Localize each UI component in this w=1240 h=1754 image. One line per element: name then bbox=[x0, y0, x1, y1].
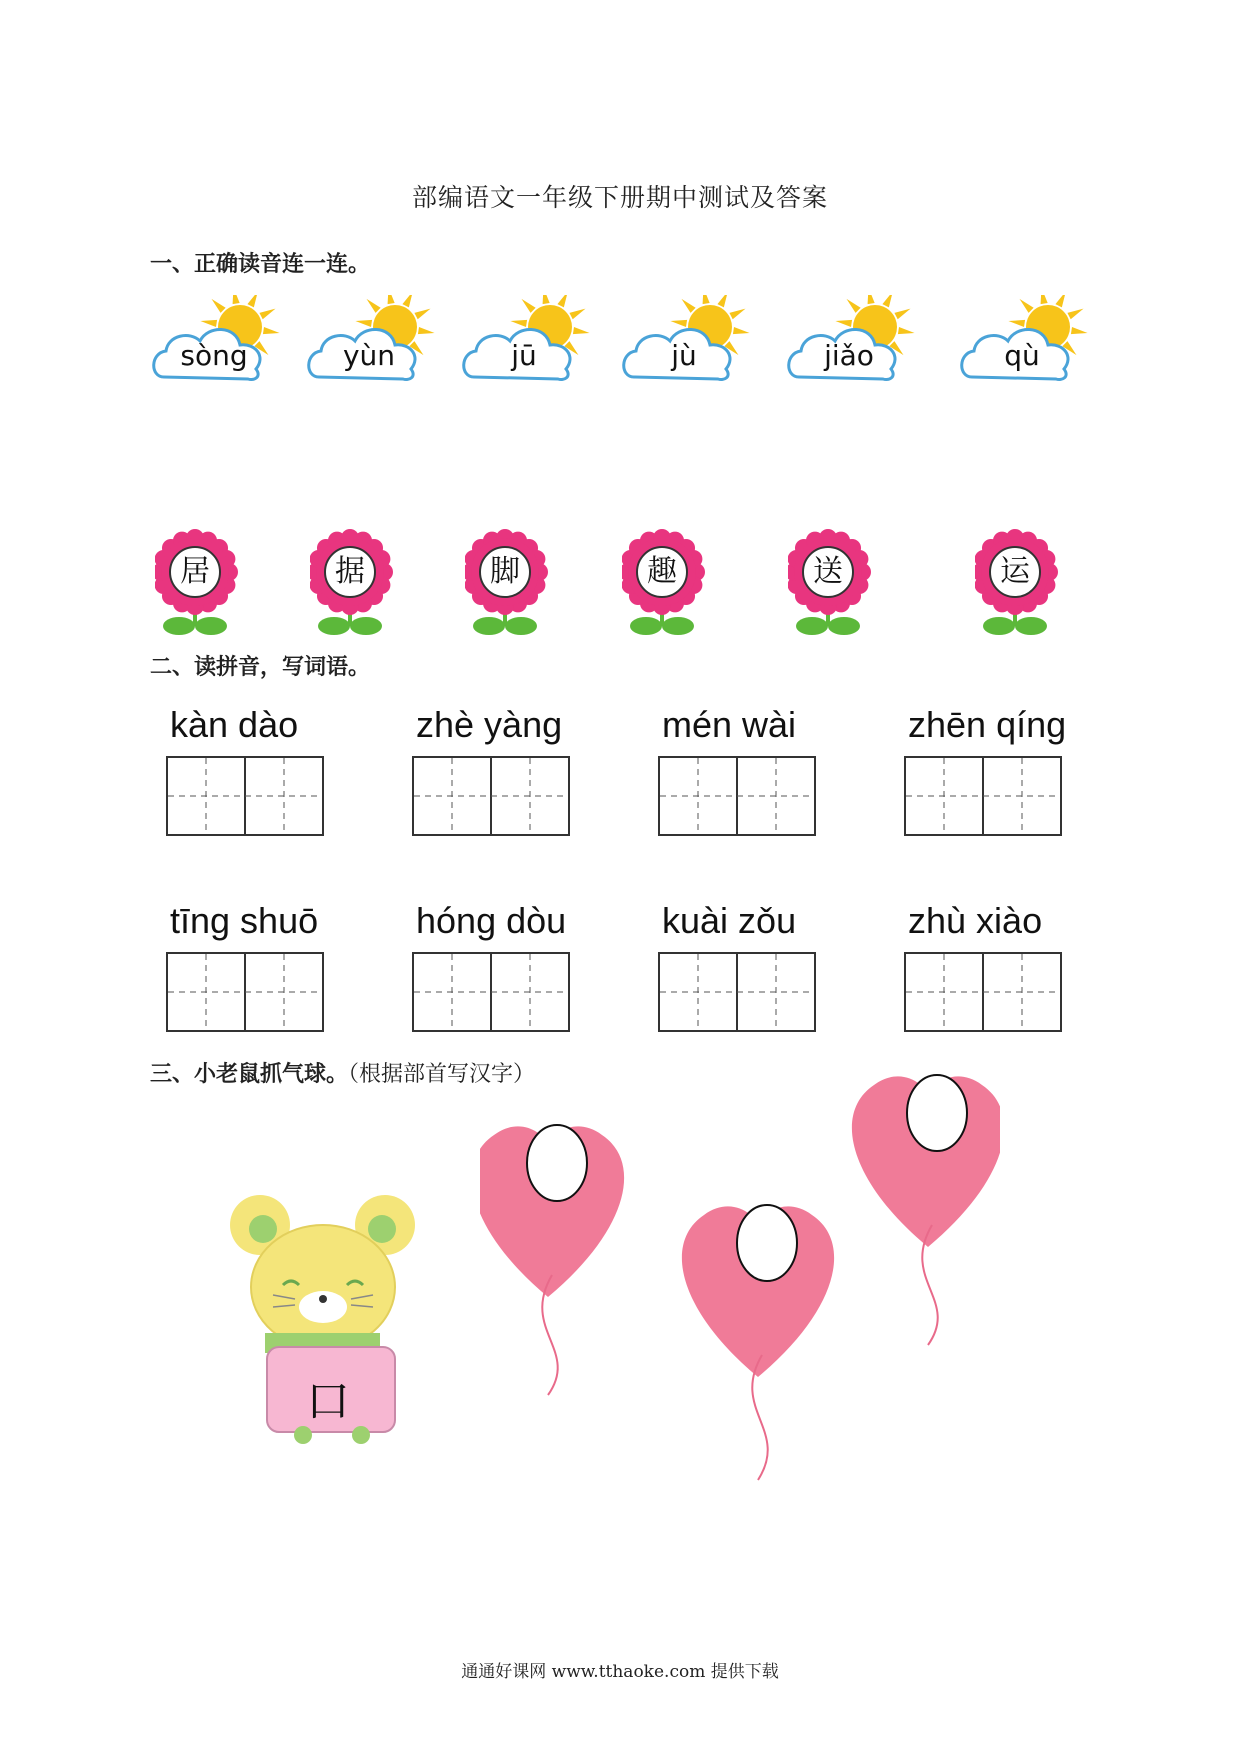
pinyin-word: kuài zǒu bbox=[662, 900, 797, 941]
pinyin-cloud bbox=[150, 295, 280, 395]
character-flower bbox=[155, 528, 255, 638]
character-label: 脚 bbox=[490, 554, 520, 589]
writing-grid[interactable] bbox=[412, 952, 570, 1032]
page-title: 部编语文一年级下册期中测试及答案 bbox=[411, 183, 828, 212]
pinyin-word: tīng shuō bbox=[170, 900, 319, 941]
writing-grid[interactable] bbox=[166, 952, 324, 1032]
pinyin-label: qù bbox=[1004, 339, 1040, 372]
balloon-3 bbox=[852, 1075, 1000, 1345]
character-label: 送 bbox=[813, 554, 843, 589]
pinyin-cloud bbox=[460, 295, 590, 395]
writing-grid[interactable] bbox=[412, 756, 570, 836]
pinyin-label: jū bbox=[511, 339, 537, 372]
writing-grid[interactable] bbox=[658, 756, 816, 836]
character-flower bbox=[622, 528, 722, 638]
writing-grid[interactable] bbox=[904, 756, 1062, 836]
balloon-2 bbox=[682, 1205, 834, 1480]
pinyin-label: jù bbox=[671, 339, 697, 372]
balloons-illustration bbox=[480, 1050, 1000, 1530]
writing-grid[interactable] bbox=[166, 756, 324, 836]
section-2-heading: 二、读拼音，写词语。 bbox=[150, 655, 371, 680]
character-flower bbox=[310, 528, 410, 638]
tian-grid bbox=[658, 952, 816, 1032]
pinyin-word: mén wài bbox=[662, 704, 797, 745]
writing-grid[interactable] bbox=[904, 952, 1062, 1032]
pinyin-cloud bbox=[620, 295, 750, 395]
character-flower bbox=[975, 528, 1075, 638]
pinyin-word: zhè yàng bbox=[416, 704, 563, 745]
tian-grid bbox=[904, 756, 1062, 836]
pinyin-word: zhēn qíng bbox=[908, 704, 1067, 745]
pinyin-cloud bbox=[785, 295, 915, 395]
tian-grid bbox=[412, 756, 570, 836]
character-label: 运 bbox=[1000, 554, 1030, 589]
pinyin-label: sòng bbox=[180, 339, 248, 372]
tian-grid bbox=[658, 756, 816, 836]
character-label: 居 bbox=[180, 554, 210, 589]
tian-grid bbox=[904, 952, 1062, 1032]
character-flower bbox=[465, 528, 565, 638]
pinyin-cloud bbox=[305, 295, 435, 395]
tian-grid bbox=[166, 952, 324, 1032]
pinyin-label: yùn bbox=[342, 339, 396, 372]
character-label: 趣 bbox=[647, 554, 677, 589]
character-label: 据 bbox=[335, 554, 365, 589]
section-3-title: 三、小老鼠抓气球。 bbox=[150, 1062, 349, 1087]
section-3-note: （根据部首写汉字） bbox=[348, 1062, 536, 1087]
writing-grid[interactable] bbox=[658, 952, 816, 1032]
pinyin-word: hóng dòu bbox=[416, 900, 567, 941]
section-1-heading: 一、正确读音连一连。 bbox=[150, 252, 371, 277]
pinyin-label: jiǎo bbox=[824, 339, 874, 372]
tian-grid bbox=[412, 952, 570, 1032]
radical-character: 口 bbox=[306, 1376, 350, 1427]
section-3-heading bbox=[150, 1057, 535, 1088]
pinyin-word: zhù xiào bbox=[908, 900, 1043, 941]
character-flower bbox=[788, 528, 888, 638]
footer-credit: 通通好课网 www.tthaoke.com 提供下载 bbox=[461, 1662, 779, 1682]
balloon-1 bbox=[480, 1125, 624, 1395]
pinyin-word: kàn dào bbox=[170, 704, 299, 745]
tian-grid bbox=[166, 756, 324, 836]
pinyin-cloud bbox=[958, 295, 1088, 395]
